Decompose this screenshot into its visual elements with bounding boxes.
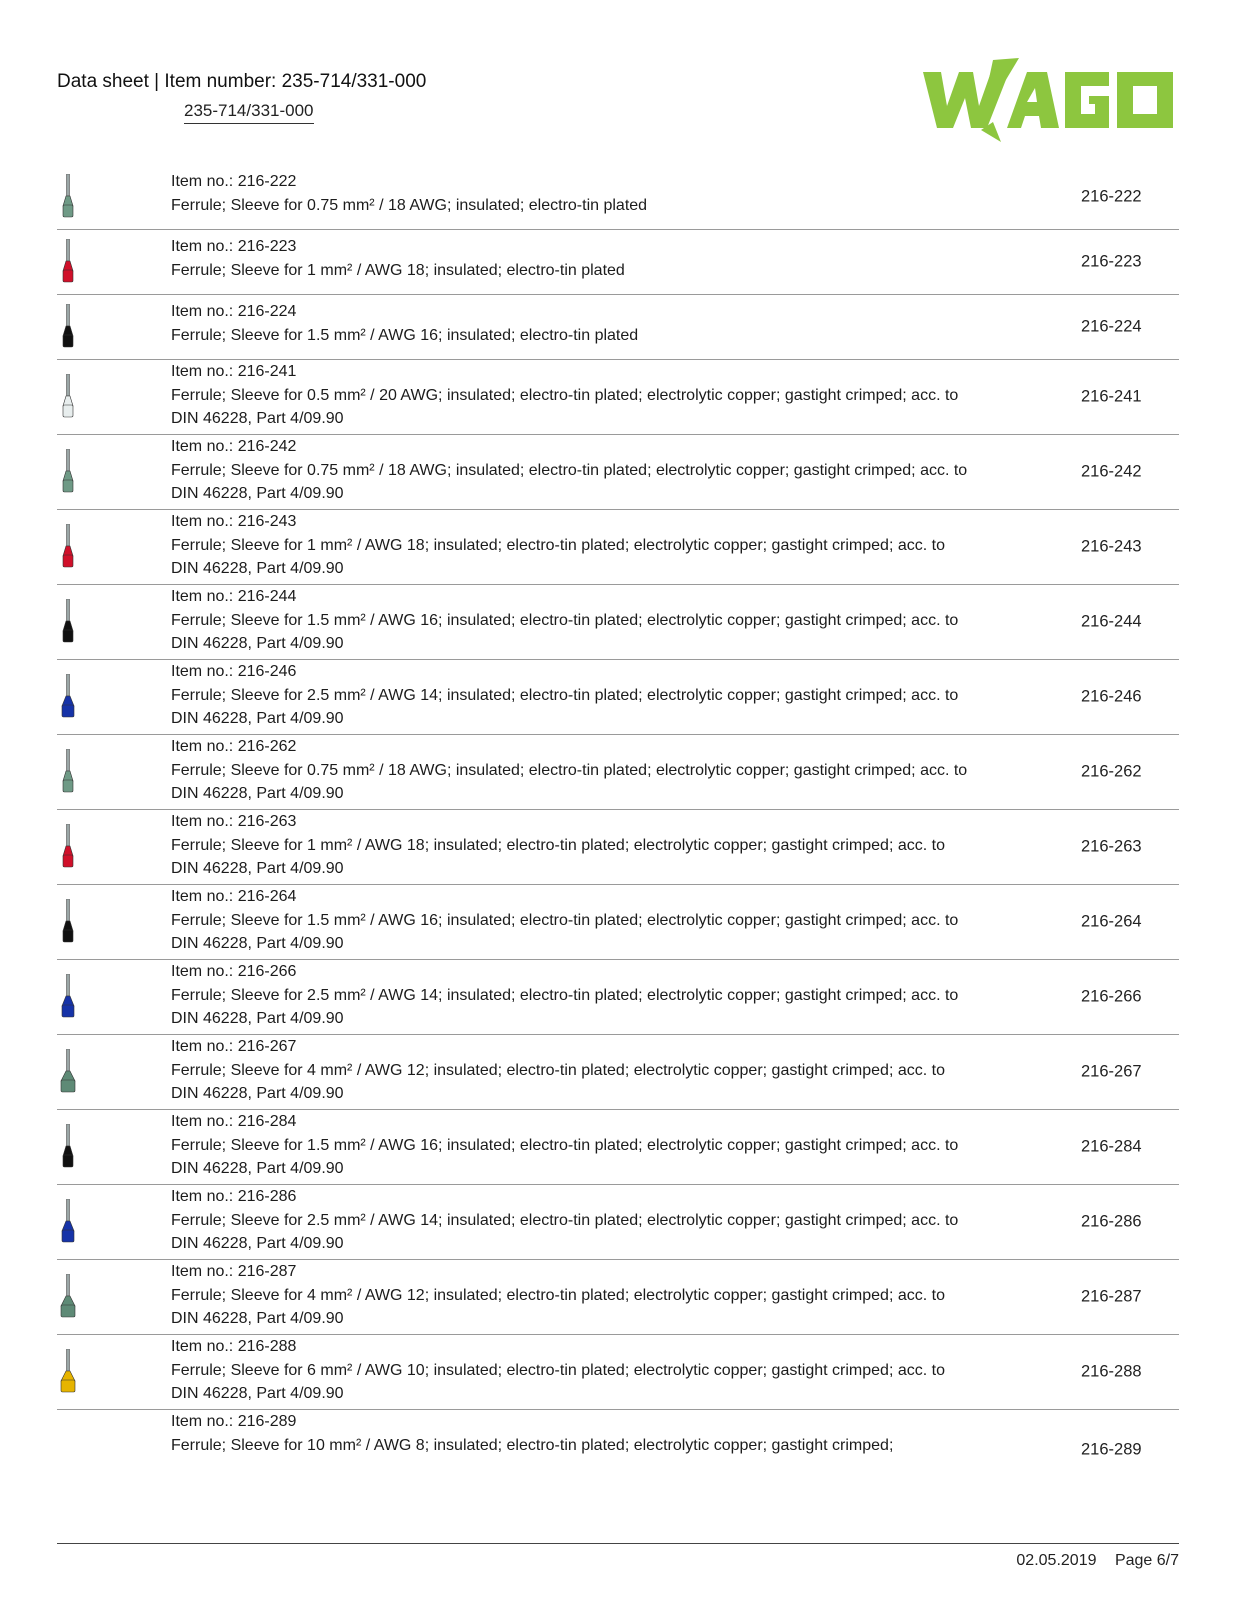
item-number: Item no.: 216-266 xyxy=(171,963,297,980)
item-number: Item no.: 216-264 xyxy=(171,888,297,905)
item-description xyxy=(171,435,971,506)
item-code: 216-289 xyxy=(1081,1440,1142,1459)
item-code: 216-224 xyxy=(1081,317,1142,336)
item-code: 216-266 xyxy=(1081,987,1142,1006)
item-description xyxy=(171,585,971,656)
item-number: Item no.: 216-284 xyxy=(171,1113,297,1130)
item-code: 216-264 xyxy=(1081,912,1142,931)
ferrule-icon xyxy=(57,735,87,809)
item-text: Ferrule; Sleeve for 2.5 mm² / AWG 14; insulated; electro-tin plated; electrolytic copper; gastight crimped; acc. to DIN 46228, Part 4/09.90 xyxy=(171,986,959,1027)
item-text: Ferrule; Sleeve for 0.5 mm² / 20 AWG; insulated; electro-tin plated; electrolytic copper; gastight crimped; acc. to DIN 46228, Part 4/09.90 xyxy=(171,386,959,427)
item-description xyxy=(171,510,971,581)
item-text: Ferrule; Sleeve for 10 mm² / AWG 8; insulated; electro-tin plated; electrolytic copper; gastight crimped; xyxy=(171,1436,894,1454)
item-description xyxy=(171,885,971,956)
ferrule-icon xyxy=(57,1035,87,1109)
item-code: 216-284 xyxy=(1081,1137,1142,1156)
footer-page: Page 6/7 xyxy=(1114,1552,1179,1569)
item-code: 216-244 xyxy=(1081,612,1142,631)
ferrule-icon xyxy=(57,1335,87,1409)
item-code: 216-241 xyxy=(1081,387,1142,406)
ferrule-icon xyxy=(57,360,87,434)
item-description xyxy=(171,1185,971,1256)
item-text: Ferrule; Sleeve for 2.5 mm² / AWG 14; insulated; electro-tin plated; electrolytic copper; gastight crimped; acc. to DIN 46228, Part 4/09.90 xyxy=(171,1211,959,1252)
item-text: Ferrule; Sleeve for 4 mm² / AWG 12; insulated; electro-tin plated; electrolytic copper; gastight crimped; acc. to DIN 46228, Part 4/09.90 xyxy=(171,1286,945,1327)
ferrule-icon xyxy=(57,585,87,659)
wago-logo xyxy=(923,58,1179,142)
footer-date: 02.05.2019 xyxy=(1016,1552,1097,1569)
table-row xyxy=(57,435,1179,510)
item-text: Ferrule; Sleeve for 1.5 mm² / AWG 16; insulated; electro-tin plated; electrolytic copper; gastight crimped; acc. to DIN 46228, Part 4/09.90 xyxy=(171,611,959,652)
item-text: Ferrule; Sleeve for 6 mm² / AWG 10; insulated; electro-tin plated; electrolytic copper; gastight crimped; acc. to DIN 46228, Part 4/09.90 xyxy=(171,1361,945,1402)
item-description xyxy=(171,1110,971,1181)
item-code: 216-288 xyxy=(1081,1362,1142,1381)
table-row xyxy=(57,1185,1179,1260)
item-number: Item no.: 216-289 xyxy=(171,1413,297,1430)
item-number: Item no.: 216-262 xyxy=(171,738,297,755)
item-code: 216-223 xyxy=(1081,252,1142,271)
item-number: Item no.: 216-267 xyxy=(171,1038,297,1055)
ferrule-icon xyxy=(57,165,87,229)
item-text: Ferrule; Sleeve for 0.75 mm² / 18 AWG; insulated; electro-tin plated; electrolytic copper; gastight crimped; acc. to DIN 46228, Part 4/09.90 xyxy=(171,761,968,802)
ferrule-icon xyxy=(57,435,87,509)
item-code: 216-267 xyxy=(1081,1062,1142,1081)
table-row xyxy=(57,1110,1179,1185)
item-code: 216-263 xyxy=(1081,837,1142,856)
item-description xyxy=(171,1335,971,1406)
item-number: Item no.: 216-286 xyxy=(171,1188,297,1205)
item-code: 216-262 xyxy=(1081,762,1142,781)
item-number: Item no.: 216-287 xyxy=(171,1263,297,1280)
ferrule-icon xyxy=(57,885,87,959)
item-description xyxy=(171,660,971,731)
footer xyxy=(1002,1552,1179,1570)
ferrule-icon xyxy=(57,230,87,294)
item-text: Ferrule; Sleeve for 1 mm² / AWG 18; insulated; electro-tin plated; electrolytic copper; gastight crimped; acc. to DIN 46228, Part 4/09.90 xyxy=(171,836,945,877)
item-number: Item no.: 216-243 xyxy=(171,513,297,530)
table-row xyxy=(57,1410,1179,1490)
ferrule-icon xyxy=(57,295,87,359)
page-title: Data sheet | Item number: 235-714/331-000 xyxy=(57,71,427,92)
ferrule-icon xyxy=(57,810,87,884)
item-description xyxy=(171,1035,971,1106)
ferrule-icon xyxy=(57,1110,87,1184)
item-description xyxy=(171,360,971,431)
item-number: Item no.: 216-224 xyxy=(171,303,297,320)
item-description xyxy=(171,1260,971,1331)
item-number: Item no.: 216-288 xyxy=(171,1338,297,1355)
ferrule-icon xyxy=(57,1410,87,1490)
item-description xyxy=(171,960,971,1031)
table-row xyxy=(57,1260,1179,1335)
item-code: 216-242 xyxy=(1081,462,1142,481)
item-text: Ferrule; Sleeve for 1.5 mm² / AWG 16; insulated; electro-tin plated xyxy=(171,326,639,344)
ferrule-icon xyxy=(57,960,87,1034)
table-row xyxy=(57,230,1179,295)
table-row xyxy=(57,165,1179,230)
table-row xyxy=(57,1335,1179,1410)
item-code: 216-287 xyxy=(1081,1287,1142,1306)
item-description xyxy=(171,810,971,881)
item-description xyxy=(171,300,971,347)
item-text: Ferrule; Sleeve for 1.5 mm² / AWG 16; insulated; electro-tin plated; electrolytic copper; gastight crimped; acc. to DIN 46228, Part 4/09.90 xyxy=(171,1136,959,1177)
item-text: Ferrule; Sleeve for 1 mm² / AWG 18; insulated; electro-tin plated; electrolytic copper; gastight crimped; acc. to DIN 46228, Part 4/09.90 xyxy=(171,536,945,577)
table-row xyxy=(57,295,1179,360)
ferrule-icon xyxy=(57,1260,87,1334)
item-text: Ferrule; Sleeve for 4 mm² / AWG 12; insulated; electro-tin plated; electrolytic copper; gastight crimped; acc. to DIN 46228, Part 4/09.90 xyxy=(171,1061,945,1102)
item-text: Ferrule; Sleeve for 0.75 mm² / 18 AWG; insulated; electro-tin plated xyxy=(171,196,648,214)
item-text: Ferrule; Sleeve for 1 mm² / AWG 18; insulated; electro-tin plated xyxy=(171,261,625,279)
item-code: 216-286 xyxy=(1081,1212,1142,1231)
table-row xyxy=(57,1035,1179,1110)
item-number: Item no.: 216-263 xyxy=(171,813,297,830)
accessory-table xyxy=(57,165,1179,1490)
item-description xyxy=(171,735,971,806)
item-code: 216-246 xyxy=(1081,687,1142,706)
ferrule-icon xyxy=(57,1185,87,1259)
footer-divider xyxy=(57,1543,1179,1544)
table-row xyxy=(57,960,1179,1035)
table-row xyxy=(57,585,1179,660)
item-text: Ferrule; Sleeve for 0.75 mm² / 18 AWG; insulated; electro-tin plated; electrolytic copper; gastight crimped; acc. to DIN 46228, Part 4/09.90 xyxy=(171,461,968,502)
item-number: Item no.: 216-242 xyxy=(171,438,297,455)
ferrule-icon xyxy=(57,510,87,584)
item-code: 216-222 xyxy=(1081,187,1142,206)
item-number: Item no.: 216-246 xyxy=(171,663,297,680)
table-row xyxy=(57,810,1179,885)
table-row xyxy=(57,735,1179,810)
table-row xyxy=(57,360,1179,435)
item-number: Item no.: 216-223 xyxy=(171,238,297,255)
table-row xyxy=(57,885,1179,960)
item-number: Item no.: 216-241 xyxy=(171,363,297,380)
item-number: Item no.: 216-244 xyxy=(171,588,297,605)
item-description xyxy=(171,235,971,282)
item-text: Ferrule; Sleeve for 2.5 mm² / AWG 14; insulated; electro-tin plated; electrolytic copper; gastight crimped; acc. to DIN 46228, Part 4/09.90 xyxy=(171,686,959,727)
item-number-link[interactable]: 235-714/331-000 xyxy=(184,101,314,124)
item-description xyxy=(171,170,971,217)
table-row xyxy=(57,660,1179,735)
item-text: Ferrule; Sleeve for 1.5 mm² / AWG 16; insulated; electro-tin plated; electrolytic copper; gastight crimped; acc. to DIN 46228, Part 4/09.90 xyxy=(171,911,959,952)
table-row xyxy=(57,510,1179,585)
item-description xyxy=(171,1410,971,1457)
item-number: Item no.: 216-222 xyxy=(171,173,297,190)
item-code: 216-243 xyxy=(1081,537,1142,556)
ferrule-icon xyxy=(57,660,87,734)
